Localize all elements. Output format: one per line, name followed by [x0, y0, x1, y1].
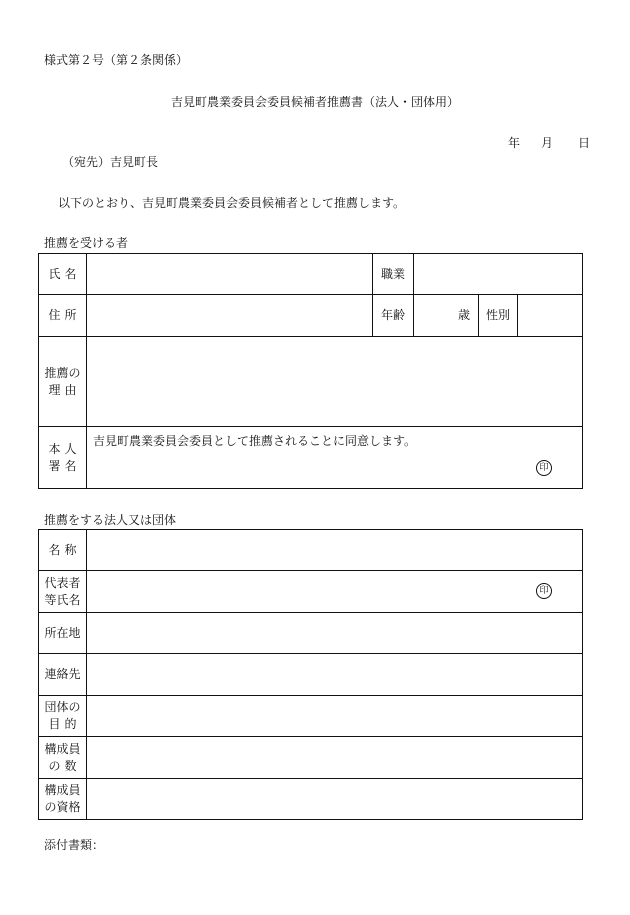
nominee-table — [38, 253, 583, 489]
signature-label: 本 人 署 名 — [39, 427, 87, 489]
age-field[interactable] — [414, 295, 479, 337]
representative-field[interactable] — [87, 571, 583, 613]
recommender-section-heading: 推薦をする法人又は団体 — [44, 513, 177, 527]
signature-field[interactable] — [87, 427, 583, 489]
occupation-field[interactable] — [414, 254, 583, 295]
nominee-address-label: 住 所 — [39, 295, 87, 337]
occupation-label: 職業 — [373, 254, 414, 295]
seal-mark: 印 — [536, 460, 552, 476]
representative-label: 代表者 等氏名 — [39, 571, 87, 613]
age-unit: 歳 — [457, 308, 470, 323]
purpose-field[interactable] — [87, 696, 583, 737]
date-day-label: 日 — [578, 136, 591, 150]
purpose-label: 団体の 目 的 — [39, 696, 87, 737]
nominee-section-heading: 推薦を受ける者 — [44, 236, 129, 250]
intro-text: 以下のとおり、吉見町農業委員会委員候補者として推薦します。 — [58, 196, 406, 210]
location-label: 所在地 — [39, 613, 87, 654]
attachments-label: 添付書類： — [44, 838, 105, 852]
form-number: 様式第２号（第２条関係） — [44, 53, 189, 67]
nominee-name-label: 氏 名 — [39, 254, 87, 295]
contact-label: 連絡先 — [39, 654, 87, 696]
reason-field[interactable] — [87, 337, 583, 427]
gender-field[interactable] — [518, 295, 583, 337]
location-field[interactable] — [87, 613, 583, 654]
org-name-field[interactable] — [87, 530, 583, 571]
addressee: （宛先）吉見町長 — [62, 155, 159, 169]
consent-text: 吉見町農業委員会委員として推薦されることに同意します。 — [93, 434, 417, 448]
reason-label: 推薦の 理 由 — [39, 337, 87, 427]
member-count-field[interactable] — [87, 737, 583, 779]
recommender-table — [38, 529, 583, 820]
date-year-label: 年 — [508, 136, 521, 150]
document-title: 吉見町農業委員会委員候補者推薦書（法人・団体用） — [170, 95, 459, 109]
seal-mark: 印 — [536, 583, 552, 599]
age-label: 年齢 — [373, 295, 414, 337]
date-month-label: 月 — [541, 136, 554, 150]
member-qualification-label: 構成員 の資格 — [39, 779, 87, 820]
nominee-name-field[interactable] — [87, 254, 373, 295]
org-name-label: 名 称 — [39, 530, 87, 571]
nominee-address-field[interactable] — [87, 295, 373, 337]
member-count-label: 構成員 の 数 — [39, 737, 87, 779]
member-qualification-field[interactable] — [87, 779, 583, 820]
gender-label: 性別 — [479, 295, 518, 337]
contact-field[interactable] — [87, 654, 583, 696]
